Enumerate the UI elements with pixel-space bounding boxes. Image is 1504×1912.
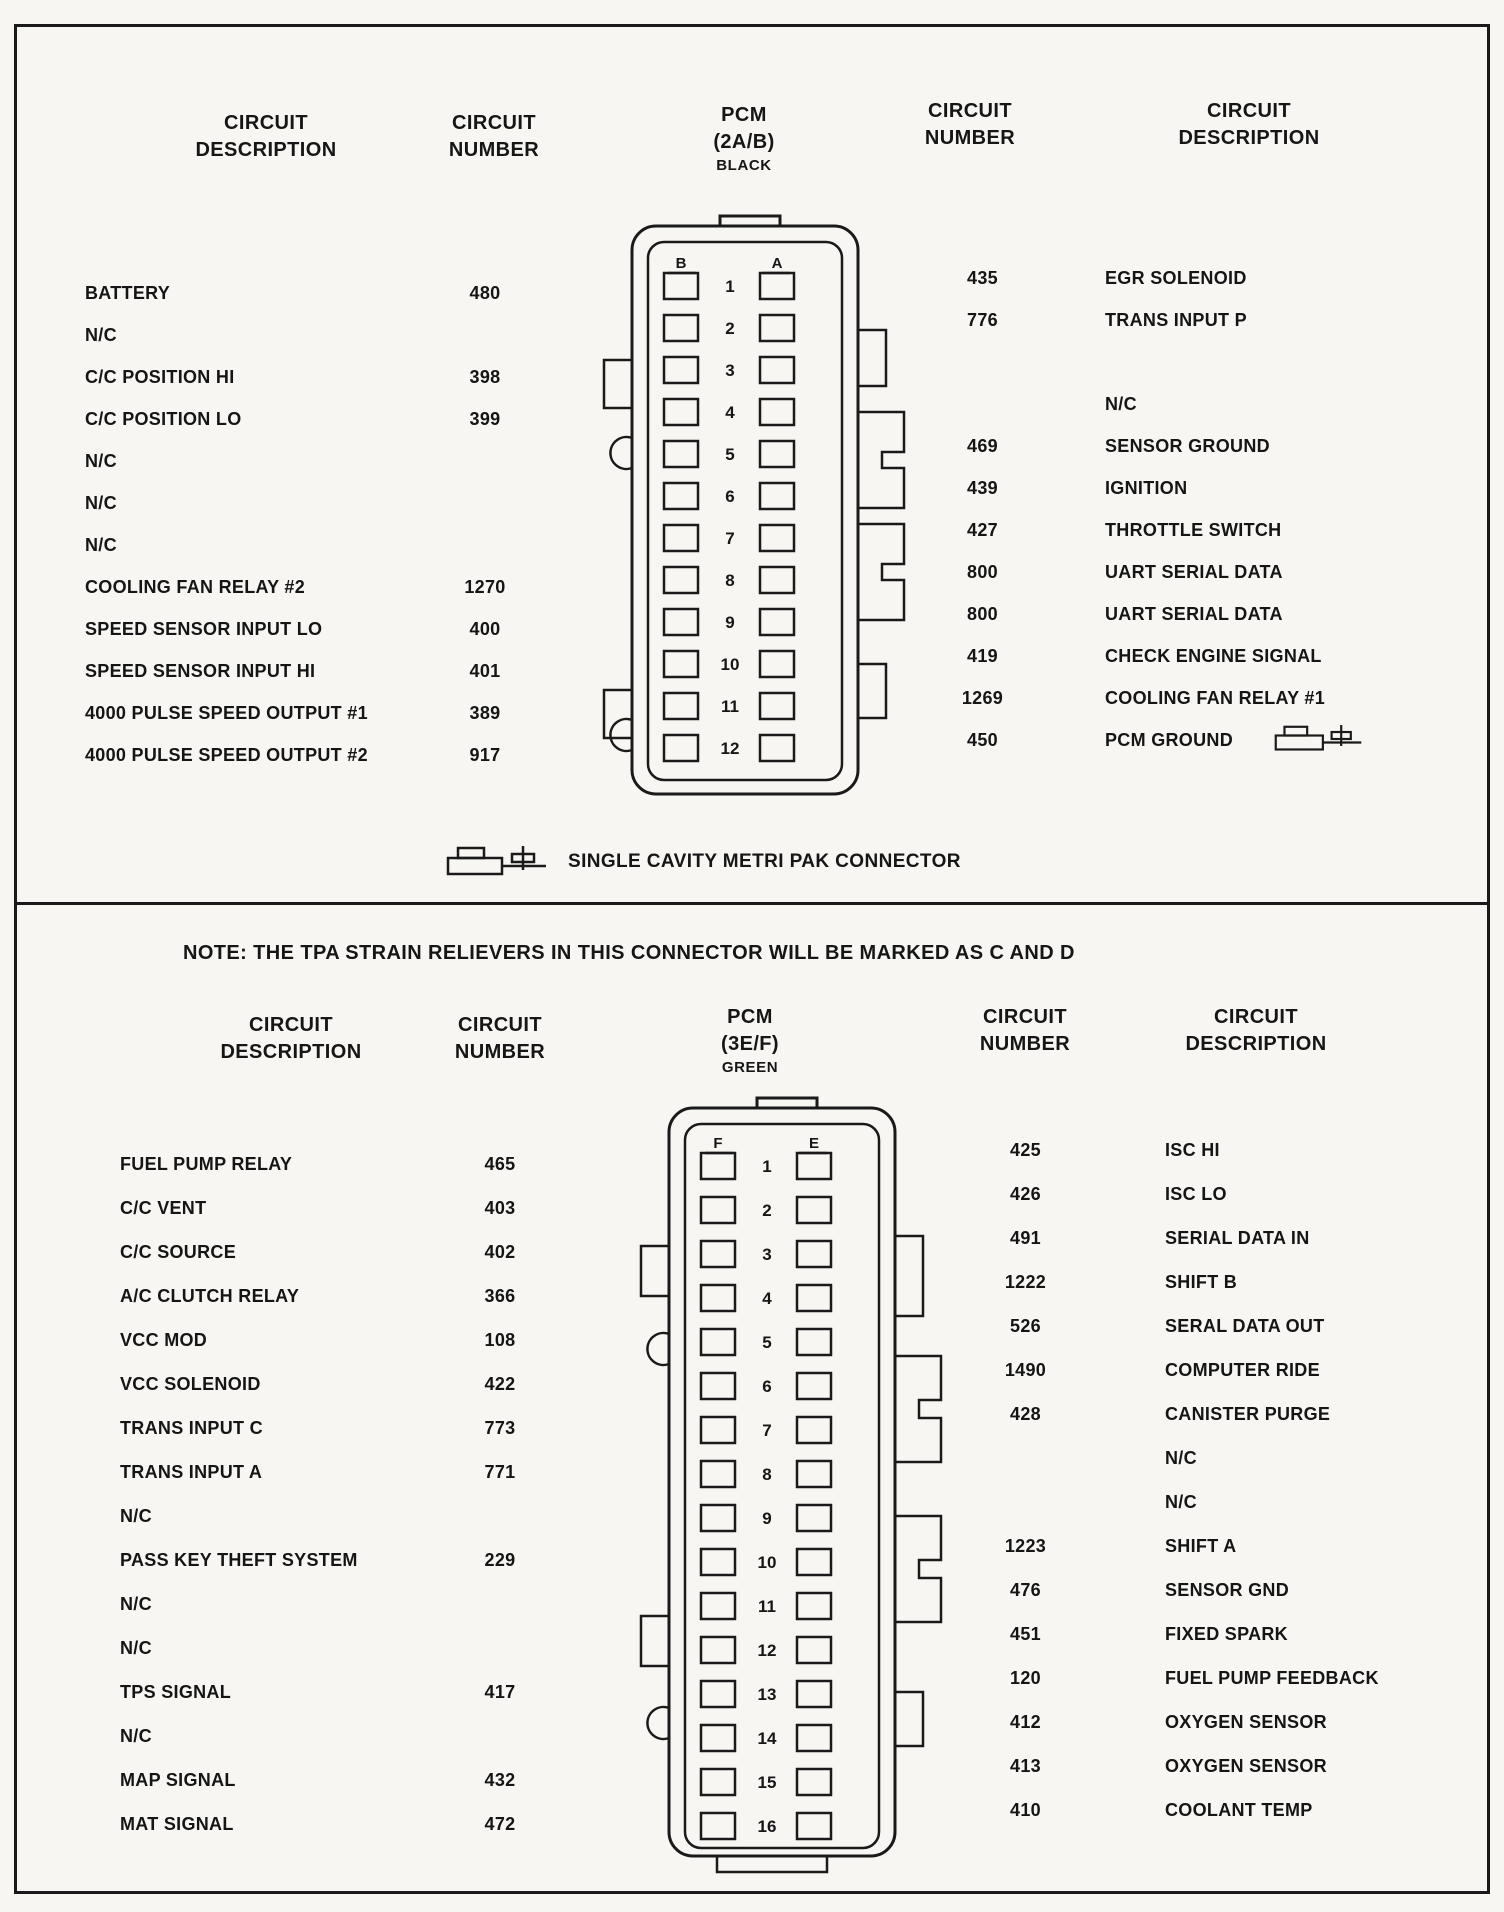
header-left-circuit-number [410, 1012, 590, 1066]
circuit-number: 491 [1010, 1227, 1041, 1248]
circuit-description: 4000 PULSE SPEED OUTPUT #2 [85, 744, 368, 765]
circuit-description: C/C SOURCE [120, 1241, 237, 1262]
pin-cavity [701, 1329, 735, 1355]
pin-number: 11 [721, 697, 739, 716]
circuit-row [120, 1626, 560, 1670]
header-line: DESCRIPTION [1185, 1033, 1327, 1055]
circuit-number: 800 [967, 561, 998, 582]
circuit-row [968, 1128, 1379, 1172]
circuit-description: N/C [120, 1505, 152, 1526]
circuit-number: 439 [967, 477, 998, 498]
pin-cavity [797, 1241, 831, 1267]
pin-cavity [664, 441, 698, 467]
pin-cavity [701, 1153, 735, 1179]
pin-number: 13 [757, 1685, 777, 1704]
pin-cavity [701, 1637, 735, 1663]
circuit-description: EGR SOLENOID [1105, 267, 1247, 288]
circuit-description: N/C [120, 1725, 152, 1746]
pin-cavity [797, 1769, 831, 1795]
pin-cavity [760, 567, 794, 593]
circuit-row [925, 383, 1325, 425]
pin-number: 11 [758, 1597, 776, 1616]
pin-cavity [701, 1417, 735, 1443]
circuit-description: SPEED SENSOR INPUT LO [85, 618, 323, 639]
pin-cavity [664, 483, 698, 509]
header-line: CIRCUIT [249, 1014, 333, 1036]
pin-number: 5 [725, 445, 735, 464]
pin-number: 14 [757, 1729, 777, 1748]
circuit-number: 776 [967, 309, 998, 330]
circuit-row [120, 1494, 560, 1538]
circuit-row [85, 734, 545, 776]
circuit-description: N/C [85, 324, 117, 345]
circuit-number: 398 [469, 366, 501, 387]
circuit-number: 425 [1010, 1139, 1041, 1160]
pin-cavity [701, 1373, 735, 1399]
header-line: DESCRIPTION [220, 1041, 362, 1063]
circuit-description: ISC LO [1165, 1183, 1227, 1204]
circuit-number: 1223 [1004, 1535, 1047, 1556]
pin-number: 7 [762, 1421, 772, 1440]
pin-number: 2 [762, 1201, 772, 1220]
pin-cavity [664, 651, 698, 677]
circuit-description: SHIFT B [1165, 1271, 1238, 1292]
column-label-a: A [771, 255, 783, 272]
circuit-description: SENSOR GROUND [1105, 435, 1270, 456]
pin-number: 9 [762, 1509, 772, 1528]
pin-cavity [760, 693, 794, 719]
header-line: DESCRIPTION [1178, 127, 1320, 149]
circuit-row [968, 1392, 1379, 1436]
circuit-description: ISC HI [1165, 1139, 1220, 1160]
pin-cavity [760, 651, 794, 677]
circuit-number: 465 [484, 1153, 516, 1174]
metri-pak-connector-icon [1274, 719, 1370, 759]
header-line: (2A/B) [713, 131, 775, 153]
header-line: NUMBER [924, 127, 1016, 149]
circuit-number: 1269 [961, 687, 1004, 708]
circuit-row [968, 1480, 1379, 1524]
circuit-description: PASS KEY THEFT SYSTEM [120, 1549, 358, 1570]
circuit-row [968, 1568, 1379, 1612]
circuit-row [925, 677, 1325, 719]
circuit-number: 229 [484, 1549, 516, 1570]
header-right-circuit-number [880, 98, 1060, 152]
circuit-row [925, 719, 1325, 761]
circuit-description: N/C [120, 1593, 152, 1614]
pin-cavity [664, 357, 698, 383]
header-right-circuit-description [1136, 1004, 1376, 1058]
pin-number: 10 [757, 1553, 777, 1572]
circuit-row [968, 1700, 1379, 1744]
circuit-number: 399 [469, 408, 501, 429]
pcm-3ef-connector-diagram [617, 1096, 947, 1876]
circuit-row [925, 593, 1325, 635]
pin-number: 2 [725, 319, 735, 338]
pin-cavity [797, 1461, 831, 1487]
circuit-row [85, 608, 545, 650]
header-line: PCM [727, 1006, 773, 1028]
pin-cavity [797, 1505, 831, 1531]
circuit-description: UART SERIAL DATA [1105, 603, 1283, 624]
pin-number: 4 [725, 403, 735, 422]
circuit-row [85, 272, 545, 314]
circuit-description: MAP SIGNAL [120, 1769, 236, 1790]
circuit-description: CANISTER PURGE [1165, 1403, 1331, 1424]
circuit-description: TPS SIGNAL [120, 1681, 232, 1702]
circuit-number: 426 [1010, 1183, 1041, 1204]
pin-cavity [797, 1813, 831, 1839]
circuit-description: C/C POSITION HI [85, 366, 235, 387]
pin-number: 8 [725, 571, 735, 590]
pin-cavity [664, 735, 698, 761]
circuit-row [968, 1656, 1379, 1700]
pin-cavity [797, 1593, 831, 1619]
circuit-row [968, 1524, 1379, 1568]
header-right-circuit-number [935, 1004, 1115, 1058]
circuit-number: 419 [967, 645, 998, 666]
circuit-row [85, 398, 545, 440]
circuit-row [85, 566, 545, 608]
circuit-row [968, 1612, 1379, 1656]
pin-cavity [664, 693, 698, 719]
circuit-number: 773 [484, 1417, 516, 1438]
circuit-row [925, 551, 1325, 593]
pin-cavity [664, 315, 698, 341]
pin-cavity [664, 567, 698, 593]
pin-number: 5 [762, 1333, 772, 1352]
circuit-description: BATTERY [85, 282, 171, 303]
tpa-strain-reliever-note: NOTE: THE TPA STRAIN RELIEVERS IN THIS CONNECTOR WILL BE MARKED AS C AND D [183, 942, 1075, 964]
pin-cavity [760, 441, 794, 467]
column-label-e: E [808, 1135, 820, 1152]
circuit-description: N/C [120, 1637, 152, 1658]
pin-cavity [701, 1769, 735, 1795]
pin-cavity [760, 525, 794, 551]
connector-body [669, 1098, 895, 1872]
circuit-number: 428 [1010, 1403, 1041, 1424]
circuit-row [120, 1582, 560, 1626]
circuit-number: 410 [1010, 1799, 1041, 1820]
circuit-description: C/C POSITION LO [85, 408, 242, 429]
circuit-description: N/C [85, 450, 117, 471]
circuit-number: 120 [1010, 1667, 1041, 1688]
circuit-description: SHIFT A [1165, 1535, 1237, 1556]
circuit-row [925, 635, 1325, 677]
circuit-description: SERAL DATA OUT [1165, 1315, 1325, 1336]
circuit-description: VCC SOLENOID [120, 1373, 261, 1394]
circuit-description: VCC MOD [120, 1329, 208, 1350]
connector-color-label: GREEN [721, 1059, 779, 1076]
circuit-number: 402 [484, 1241, 516, 1262]
circuit-number: 403 [484, 1197, 516, 1218]
circuit-row [968, 1260, 1379, 1304]
pin-cavity [664, 609, 698, 635]
header-line: CIRCUIT [983, 1006, 1067, 1028]
circuit-number: 526 [1010, 1315, 1041, 1336]
column-label-b: B [675, 255, 687, 272]
section-divider [14, 902, 1490, 905]
pin-number: 1 [762, 1157, 772, 1176]
pin-number: 6 [725, 487, 735, 506]
pin-cavity [701, 1549, 735, 1575]
circuit-row [120, 1142, 560, 1186]
header-line: NUMBER [448, 139, 540, 161]
pin-cavity [760, 273, 794, 299]
circuit-description: A/C CLUTCH RELAY [120, 1285, 300, 1306]
pin-cavity [797, 1637, 831, 1663]
header-left-circuit-description [171, 1012, 411, 1066]
circuit-row [85, 524, 545, 566]
circuit-description: THROTTLE SWITCH [1105, 519, 1282, 540]
pin-number: 3 [762, 1245, 772, 1264]
pin-cavity [797, 1329, 831, 1355]
header-line: CIRCUIT [1214, 1006, 1298, 1028]
pin-cavity [701, 1813, 735, 1839]
circuit-row [925, 257, 1325, 299]
pin-number: 7 [725, 529, 735, 548]
pin-cavity [664, 273, 698, 299]
circuit-description: N/C [1165, 1491, 1197, 1512]
circuit-row [120, 1538, 560, 1582]
pin-number: 16 [757, 1817, 777, 1836]
circuit-number: 413 [1010, 1755, 1041, 1776]
pin-number: 4 [762, 1289, 772, 1308]
circuit-description: 4000 PULSE SPEED OUTPUT #1 [85, 702, 368, 723]
column-label-f: F [713, 1135, 723, 1152]
circuit-number: 366 [484, 1285, 516, 1306]
pin-cavity [760, 357, 794, 383]
circuit-description: OXYGEN SENSOR [1165, 1711, 1327, 1732]
circuit-description: COOLANT TEMP [1165, 1799, 1313, 1820]
circuit-number: 401 [469, 660, 501, 681]
circuit-row [85, 692, 545, 734]
pin-cavity [664, 525, 698, 551]
pin-cavity [797, 1725, 831, 1751]
circuit-number: 800 [967, 603, 998, 624]
header-line: CIRCUIT [928, 100, 1012, 122]
circuit-description: FIXED SPARK [1165, 1623, 1288, 1644]
circuit-row [120, 1714, 560, 1758]
pin-number: 12 [757, 1641, 777, 1660]
pin-cavity [701, 1285, 735, 1311]
circuit-description: COOLING FAN RELAY #1 [1105, 687, 1326, 708]
right-circuit-table-2ab [925, 257, 1325, 761]
header-right-circuit-description [1126, 98, 1372, 152]
circuit-description: MAT SIGNAL [120, 1813, 234, 1834]
circuit-number: 417 [484, 1681, 516, 1702]
circuit-number: 432 [484, 1769, 516, 1790]
circuit-row [120, 1802, 560, 1846]
circuit-number: 472 [484, 1813, 516, 1834]
pin-number: 1 [725, 277, 735, 296]
circuit-number: 771 [484, 1461, 516, 1482]
circuit-description: OXYGEN SENSOR [1165, 1755, 1327, 1776]
circuit-description: UART SERIAL DATA [1105, 561, 1283, 582]
pin-cavity [797, 1373, 831, 1399]
circuit-row [85, 440, 545, 482]
circuit-number: 476 [1010, 1579, 1041, 1600]
pin-cavity [760, 609, 794, 635]
pcm-2ab-connector-diagram [580, 212, 910, 812]
circuit-description: N/C [1105, 393, 1137, 414]
pin-cavity [701, 1725, 735, 1751]
circuit-row [85, 482, 545, 524]
circuit-number: 427 [967, 519, 998, 540]
circuit-number: 480 [469, 282, 501, 303]
circuit-row [968, 1304, 1379, 1348]
pin-cavity [760, 483, 794, 509]
header-pcm-2ab [654, 102, 834, 176]
circuit-number: 1490 [1004, 1359, 1047, 1380]
pin-cavity [701, 1681, 735, 1707]
circuit-row [968, 1348, 1379, 1392]
left-circuit-table-2ab [85, 272, 545, 776]
header-line: CIRCUIT [224, 112, 308, 134]
circuit-row [85, 314, 545, 356]
header-line: CIRCUIT [452, 112, 536, 134]
circuit-number: 1270 [464, 576, 506, 597]
header-line: DESCRIPTION [195, 139, 337, 161]
circuit-description: TRANS INPUT C [120, 1417, 263, 1438]
circuit-description: TRANS INPUT P [1105, 309, 1247, 330]
circuit-description: SERIAL DATA IN [1165, 1227, 1310, 1248]
circuit-description: N/C [1165, 1447, 1197, 1468]
pin-cavity [701, 1505, 735, 1531]
circuit-row [120, 1450, 560, 1494]
header-line: PCM [721, 104, 767, 126]
pin-number: 6 [762, 1377, 772, 1396]
connector-color-label: BLACK [716, 157, 772, 174]
connector-body [632, 216, 858, 794]
pin-cavity [797, 1153, 831, 1179]
circuit-number: 469 [967, 435, 998, 456]
pin-cavity [701, 1241, 735, 1267]
pin-number: 12 [720, 739, 740, 758]
circuit-row [85, 650, 545, 692]
pin-cavity [760, 315, 794, 341]
circuit-description: COMPUTER RIDE [1165, 1359, 1320, 1380]
circuit-description: COOLING FAN RELAY #2 [85, 576, 306, 597]
pin-number: 3 [725, 361, 735, 380]
circuit-description: PCM GROUND [1105, 729, 1233, 750]
circuit-description: CHECK ENGINE SIGNAL [1105, 645, 1322, 666]
circuit-row [968, 1788, 1379, 1832]
circuit-row [120, 1406, 560, 1450]
circuit-description: N/C [85, 492, 117, 513]
pin-cavity [701, 1461, 735, 1487]
circuit-number: 389 [469, 702, 501, 723]
circuit-row [968, 1172, 1379, 1216]
header-line: NUMBER [454, 1041, 546, 1063]
circuit-description: SENSOR GND [1165, 1579, 1290, 1600]
circuit-row [925, 425, 1325, 467]
circuit-row [120, 1274, 560, 1318]
pin-cavity [797, 1549, 831, 1575]
header-line: (3E/F) [721, 1033, 779, 1055]
pin-cavity [701, 1593, 735, 1619]
circuit-number: 1222 [1004, 1271, 1047, 1292]
header-left-circuit-number [404, 110, 584, 164]
circuit-row [120, 1318, 560, 1362]
header-line: CIRCUIT [1207, 100, 1291, 122]
left-circuit-table-3ef [120, 1142, 560, 1846]
circuit-number: 451 [1010, 1623, 1041, 1644]
circuit-description: SPEED SENSOR INPUT HI [85, 660, 316, 681]
pin-cavity [797, 1285, 831, 1311]
circuit-number: 435 [967, 267, 998, 288]
circuit-row [925, 341, 1325, 383]
circuit-row [925, 299, 1325, 341]
circuit-row [925, 509, 1325, 551]
circuit-number: 108 [484, 1329, 516, 1350]
circuit-row [968, 1436, 1379, 1480]
pin-cavity [760, 399, 794, 425]
pin-cavity [797, 1417, 831, 1443]
circuit-row [968, 1744, 1379, 1788]
pin-number: 8 [762, 1465, 772, 1484]
pin-cavity [797, 1681, 831, 1707]
right-circuit-table-3ef [968, 1128, 1379, 1832]
circuit-row [120, 1670, 560, 1714]
circuit-row [968, 1216, 1379, 1260]
circuit-number: 400 [469, 618, 501, 639]
circuit-row [120, 1362, 560, 1406]
circuit-number: 450 [967, 729, 998, 750]
metri-pak-connector-icon [446, 840, 556, 884]
circuit-description: IGNITION [1105, 477, 1188, 498]
circuit-description: N/C [85, 534, 117, 555]
pin-cavity [797, 1197, 831, 1223]
circuit-number: 422 [484, 1373, 516, 1394]
header-line: CIRCUIT [458, 1014, 542, 1036]
pin-number: 15 [757, 1773, 777, 1792]
circuit-description: FUEL PUMP RELAY [120, 1153, 293, 1174]
circuit-description: TRANS INPUT A [120, 1461, 263, 1482]
circuit-number: 412 [1010, 1711, 1041, 1732]
header-line: NUMBER [979, 1033, 1071, 1055]
header-pcm-3ef [660, 1004, 840, 1078]
circuit-description: C/C VENT [120, 1197, 207, 1218]
pin-cavity [701, 1197, 735, 1223]
pin-cavity [760, 735, 794, 761]
circuit-row [120, 1230, 560, 1274]
metri-pak-legend-label: SINGLE CAVITY METRI PAK CONNECTOR [568, 851, 961, 872]
circuit-row [85, 356, 545, 398]
circuit-number: 917 [469, 744, 501, 765]
pin-cavity [664, 399, 698, 425]
pin-number: 9 [725, 613, 735, 632]
header-left-circuit-description [146, 110, 386, 164]
circuit-row [120, 1186, 560, 1230]
circuit-description: FUEL PUMP FEEDBACK [1165, 1667, 1379, 1688]
circuit-row [925, 467, 1325, 509]
pin-number: 10 [720, 655, 740, 674]
circuit-row [120, 1758, 560, 1802]
